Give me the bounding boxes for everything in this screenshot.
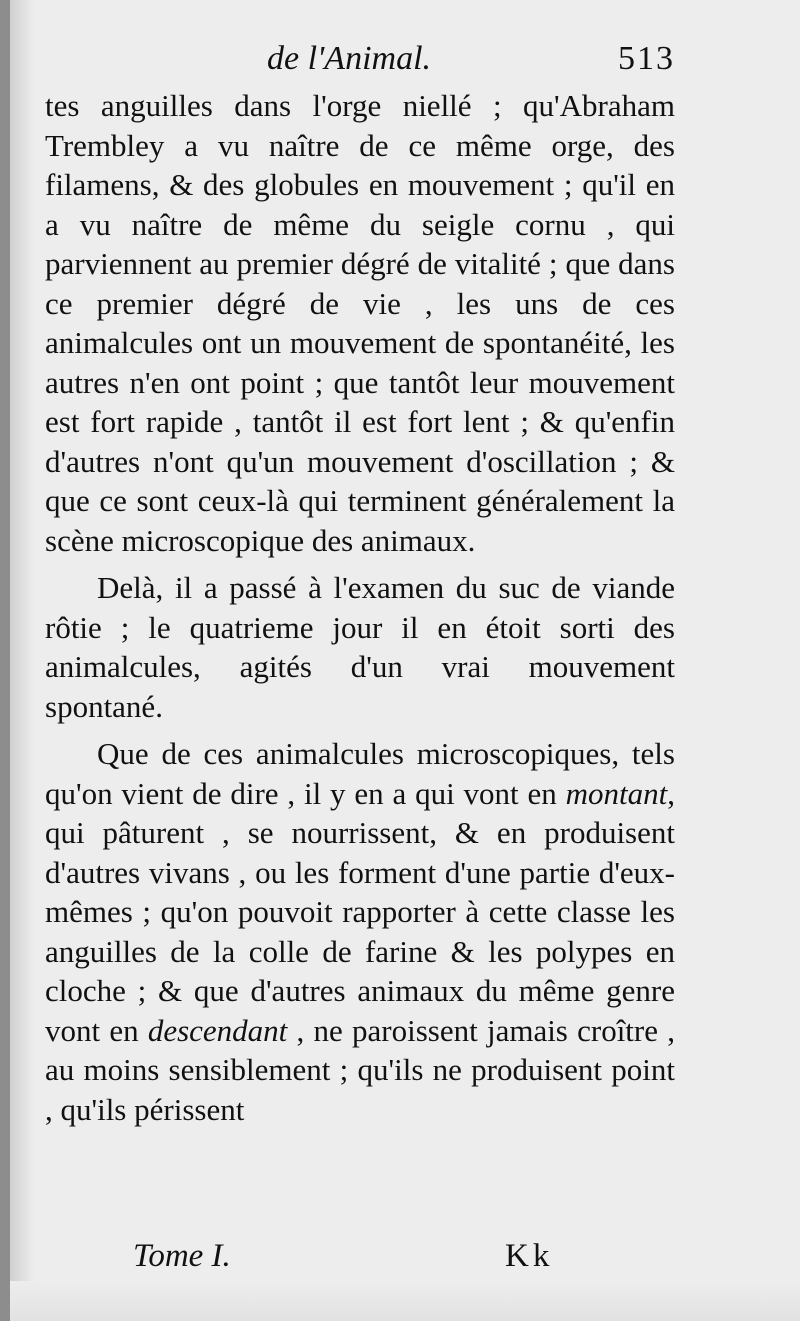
page-bottom-shade bbox=[10, 1281, 800, 1321]
running-head bbox=[45, 40, 675, 90]
italic-word-descendant: descendant bbox=[147, 1012, 288, 1048]
page-number: 513 bbox=[618, 40, 675, 77]
paragraph-3 bbox=[45, 734, 675, 1129]
signature-line bbox=[45, 1238, 675, 1282]
italic-word-montant: montant bbox=[565, 775, 668, 811]
paragraph-2 bbox=[45, 568, 675, 726]
signature-mark: Kk bbox=[505, 1238, 554, 1274]
tome-label: Tome I. bbox=[133, 1238, 231, 1274]
paragraph-3-text-b: , qui pâturent , se nourrissent, & en produisent d'autres vivans , ou les forment d'une partie d'eux-mêmes ; qu'on pouvoit rapporter à cette classe les anguilles de la colle de farine & les polypes en cloche ; & que d'autres animaux du même genre vont en bbox=[45, 775, 675, 1048]
paragraph-1 bbox=[45, 86, 675, 560]
body-text bbox=[45, 86, 675, 1129]
paragraph-3-text-c: , ne paroissent jamais croître , au moins sensiblement ; qu'ils ne produisent point , qu'ils périssent bbox=[45, 1012, 675, 1127]
paragraph-3-text-a: Que de ces animalcules microscopiques, tels qu'on vient de dire , il y en a qui vont en bbox=[45, 736, 675, 811]
running-title: de l'Animal. bbox=[267, 40, 432, 77]
gutter-shadow bbox=[10, 0, 34, 1321]
book-page bbox=[10, 0, 800, 1321]
paragraph-1-text: tes anguilles dans l'orge niellé ; qu'Abraham Trembley a vu naître de ce même orge, des filamens, & des globules en mouvement ; qu'il en a vu naître de même du seigle cornu , qui parviennent au premier dégré de vitalité ; que dans ce premier dégré de vie , les uns de ces animalcules ont un mouvement de spontanéité, les autres n'en ont point ; que tantôt leur mouvement est fort rapide , tantôt il est fort lent ; & qu'enfin d'autres n'ont qu'un mouvement d'oscillation ; & que ce sont ceux-là qui terminent généralement la scène microscopique des animaux. bbox=[45, 88, 675, 558]
paragraph-2-text: Delà, il a passé à l'examen du suc de viande rôtie ; le quatrieme jour il en étoit sorti des animalcules, agités d'un vrai mouvement spontané. bbox=[45, 570, 675, 724]
